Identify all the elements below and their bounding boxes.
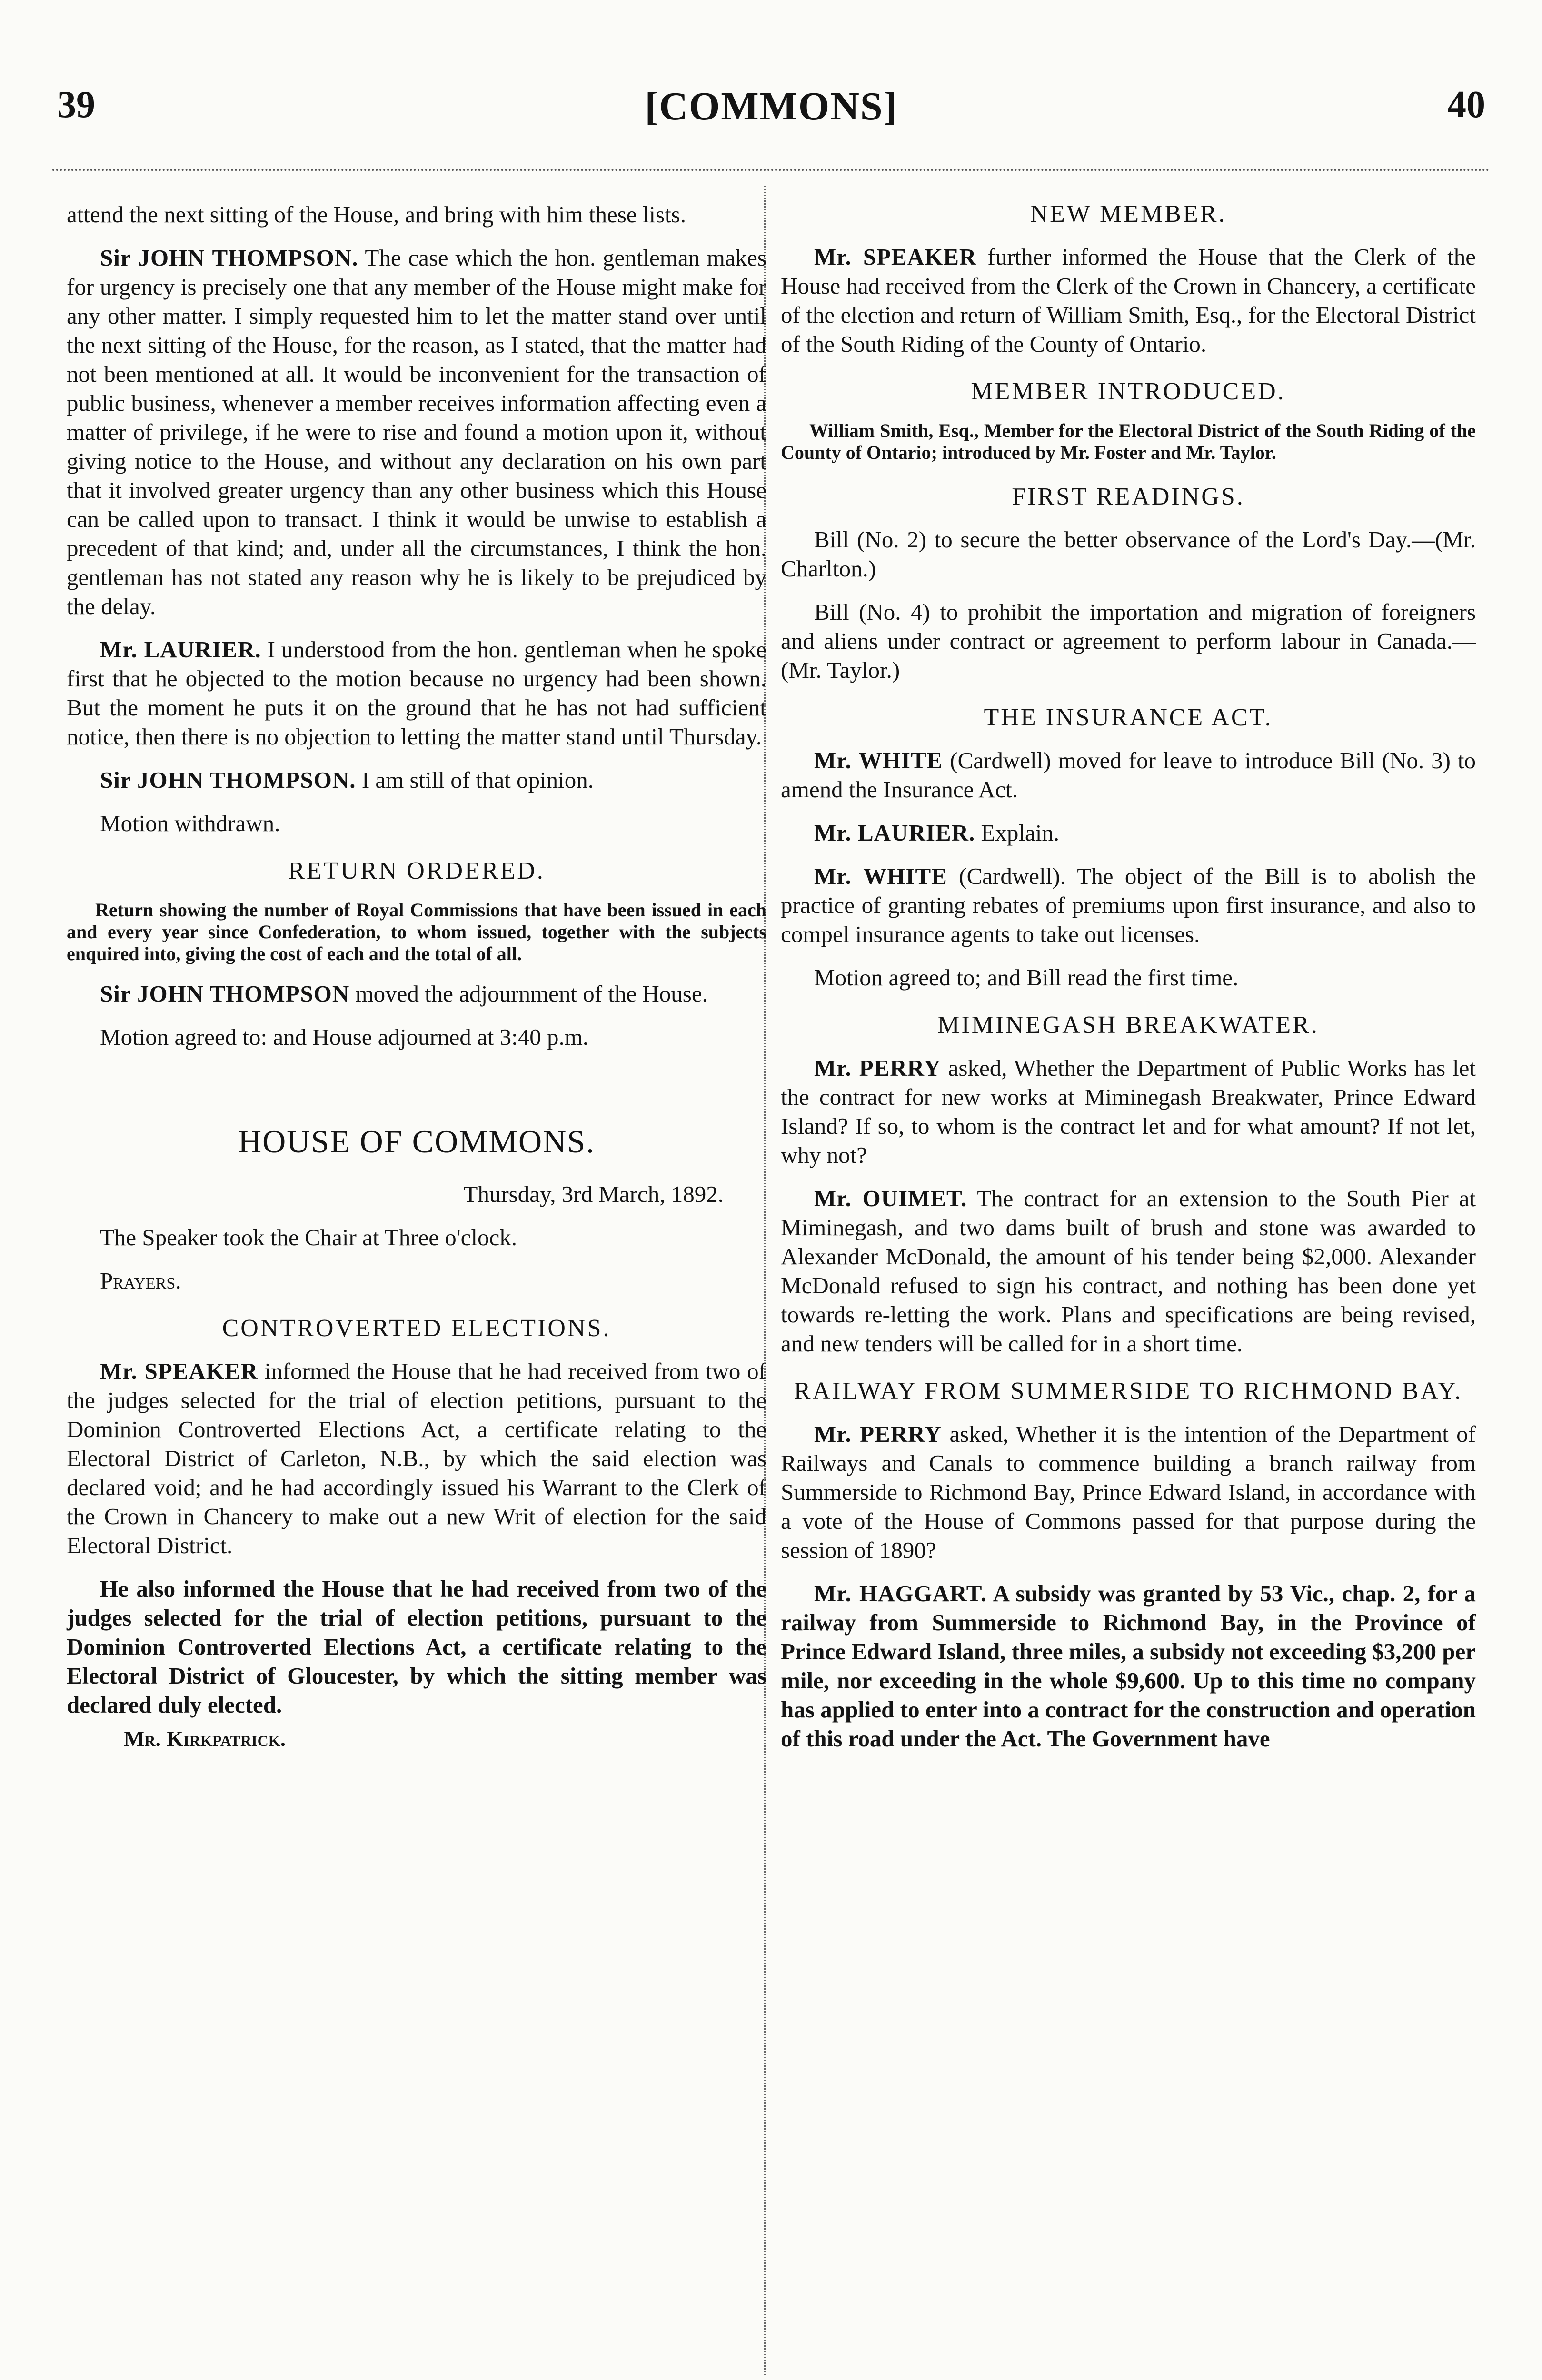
speaker-name: Mr. OUIMET. — [814, 1185, 967, 1211]
page-header — [57, 83, 1485, 140]
paragraph: The Speaker took the Chair at Three o'clock. — [100, 1224, 517, 1250]
prayers: Prayers. — [100, 1268, 181, 1294]
speaker-name: Mr. SPEAKER — [814, 244, 977, 270]
paragraph — [67, 979, 766, 1008]
bill-entry: Bill (No. 4) to prohibit the importation and migration of foreigners and aliens under contract or agreement to perform labour in Canada.—(Mr. Taylor.) — [781, 599, 1476, 683]
speaker-name: Mr. WHITE — [814, 863, 947, 889]
paragraph: He also informed the House that he had received from two of the judges selected for the trial of election petitions, pursuant to the Dominion Controverted Elections Act, a certificate relating to the Electoral District of Gloucester, by which the sitting member was declared duly elected. — [67, 1576, 766, 1718]
speech-text: asked, Whether it is the intention of the Department of Railways and Canals to commence building a branch railway from Summerside to Richmond Bay, Prince Edward Island, in accordance with a vote of the House of Commons passed for that purpose during the session of 1890? — [781, 1421, 1476, 1563]
speech-text: further informed the House that the Clerk of the House had received from the Clerk of the Crown in Chancery, a certificate of the election and return of William Smith, Esq., for the Electoral District of the South Riding of the County of Ontario. — [781, 244, 1476, 357]
section-heading-miminegash: MIMINEGASH BREAKWATER. — [937, 1012, 1319, 1039]
speech-text: Explain. — [975, 820, 1060, 846]
paragraph: attend the next sitting of the House, and bring with him these lists. — [67, 201, 686, 228]
introduction-text: William Smith, Esq., Member for the Electoral District of the South Riding of the County of Ontario; introduced by Mr. Foster and Mr. Taylor. — [781, 420, 1476, 463]
right-page-number: 40 — [1447, 84, 1485, 126]
speaker-name: Mr. LAURIER. — [100, 636, 261, 663]
speech-text: (Cardwell) moved for leave to introduce Bill (No. 3) to amend the Insurance Act. — [781, 747, 1476, 803]
page-title: [COMMONS] — [645, 84, 898, 129]
section-heading-new-member: NEW MEMBER. — [1030, 200, 1227, 228]
section-heading-first-readings: FIRST READINGS. — [1012, 483, 1245, 510]
speech-text: The contract for an extension to the South Pier at Miminegash, and two dams built of brush and stone was awarded to Alexander McDonald, the amount of his tender being $2,000. Alexander McDonald refused to sign his contract, and nothing has been done yet towards re-letting the work. Plans and specifications are being revised, and new tenders will be called for in a short time. — [781, 1185, 1476, 1357]
speech-text: (Cardwell). The object of the Bill is to abolish the practice of granting rebates of premiums upon first insurance, and also to compel insurance agents to take out licenses. — [781, 863, 1476, 947]
member-name: Mr. Kirkpatrick. — [124, 1726, 286, 1751]
speech-text: informed the House that he had received from two of the judges selected for the trial of election petitions, pursuant to the Dominion Controverted Elections Act, a certificate relating to the Electoral District of Carleton, N.B., by which the said election was declared void; and he had accordingly issued his Warrant to the Clerk of the Crown in Chancery to make out a new Writ of election for the said Electoral District. — [67, 1358, 766, 1558]
paragraph — [781, 818, 1476, 847]
paragraph — [781, 1184, 1476, 1358]
speaker-name: Mr. PERRY — [814, 1055, 941, 1081]
house-of-commons-heading: HOUSE OF COMMONS. — [238, 1123, 596, 1160]
paragraph — [781, 746, 1476, 804]
section-heading-insurance-act: THE INSURANCE ACT. — [984, 704, 1273, 731]
paragraph — [67, 765, 766, 794]
speaker-name: Mr. WHITE — [814, 747, 943, 774]
paragraph — [781, 242, 1476, 358]
paragraph — [781, 1579, 1476, 1753]
speaker-name: Sir JOHN THOMPSON. — [100, 767, 356, 793]
section-heading-railway: RAILWAY FROM SUMMERSIDE TO RICHMOND BAY. — [794, 1378, 1463, 1405]
section-heading-controverted-elections: CONTROVERTED ELECTIONS. — [222, 1315, 611, 1342]
paragraph: Motion withdrawn. — [100, 810, 280, 836]
speaker-name: Mr. PERRY — [814, 1421, 942, 1447]
header-rule — [52, 169, 1490, 171]
paragraph — [781, 1419, 1476, 1565]
paragraph — [67, 635, 766, 751]
speech-text: A subsidy was granted by 53 Vic., chap. 2, for a railway from Summerside to Richmond Bay, in the Province of Prince Edward Island, three miles, a subsidy not exceeding $3,200 per mile, nor exceeding in the whole $9,600. Up to this time no company has applied to enter into a contract for the construction and operation of this road under the Act. The Government have — [781, 1580, 1476, 1752]
speech-text: asked, Whether the Department of Public Works has let the contract for new works at Miminegash Breakwater, Prince Edward Island? If so, to whom is the contract let and for what amount? If not let, why not? — [781, 1055, 1476, 1168]
bill-entry: Bill (No. 2) to secure the better observance of the Lord's Day.—(Mr. Charlton.) — [781, 526, 1476, 582]
speaker-name: Mr. HAGGART. — [814, 1580, 987, 1606]
right-column — [781, 200, 1476, 1767]
speech-text: I understood from the hon. gentleman when he spoke first that he objected to the motion because no urgency had been shown. But the moment he puts it on the ground that he has not had sufficient notice, then there is no objection to letting the matter stand until Thursday. — [67, 636, 766, 750]
section-heading-return-ordered: RETURN ORDERED. — [288, 857, 545, 884]
paragraph — [67, 243, 766, 621]
section-heading-member-introduced: MEMBER INTRODUCED. — [971, 378, 1286, 405]
paragraph — [781, 862, 1476, 949]
speaker-name: Mr. SPEAKER — [100, 1358, 258, 1384]
paragraph — [67, 1357, 766, 1560]
speaker-name: Sir JOHN THOMPSON — [100, 981, 350, 1007]
speech-text: moved the adjournment of the House. — [349, 981, 708, 1007]
return-text: Return showing the number of Royal Commissions that have been issued in each and every year since Confederation, to whom issued, together with the subjects enquired into, giving the cost of each and the total of all. — [67, 899, 766, 964]
left-column — [67, 200, 766, 1767]
paragraph — [781, 1053, 1476, 1170]
left-page-number: 39 — [57, 84, 95, 126]
paragraph: Motion agreed to: and House adjourned at 3:40 p.m. — [100, 1024, 589, 1050]
speech-text: I am still of that opinion. — [356, 767, 594, 793]
sitting-date: Thursday, 3rd March, 1892. — [463, 1181, 724, 1207]
paragraph: Motion agreed to; and Bill read the first time. — [814, 964, 1239, 991]
speaker-name: Mr. LAURIER. — [814, 820, 975, 846]
speech-text: The case which the hon. gentleman makes for urgency is precisely one that any member of the House might make for any other matter. I simply requested him to let the matter stand over until the next sitting of the House, for the reason, as I stated, that the matter had not been mentioned at all. It would be inconvenient for the transaction of public business, whenever a member receives information affecting even a matter of privilege, if he were to rise and found a motion upon it, without giving notice to the House, and without any declaration on his own part that it involved greater urgency than any other business which this House can be called upon to transact. I think it would be unwise to establish a precedent of that kind; and, under all the circumstances, I think the hon. gentleman has not stated any reason why he is likely to be prejudiced by the delay. — [67, 245, 766, 619]
speaker-name: Sir JOHN THOMPSON. — [100, 245, 358, 271]
